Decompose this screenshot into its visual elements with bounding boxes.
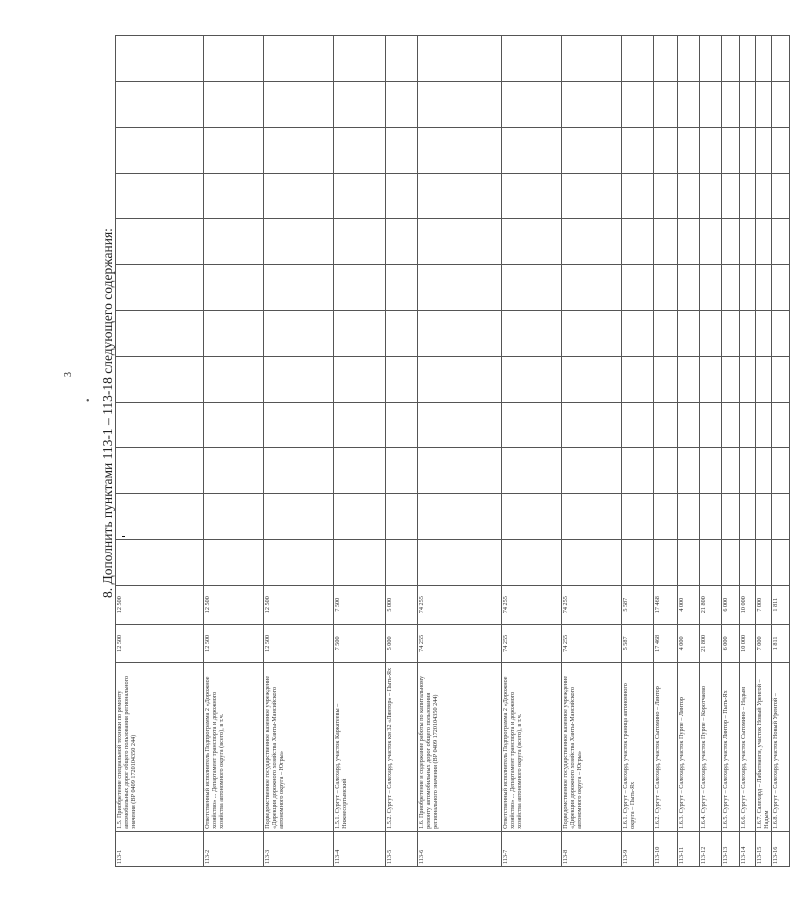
- empty-cell: [116, 356, 204, 402]
- empty-cell: [562, 219, 622, 265]
- empty-cell: [740, 494, 756, 540]
- empty-cell: [740, 540, 756, 586]
- empty-cell: [334, 173, 386, 219]
- empty-cell: [418, 402, 502, 448]
- empty-cell: [562, 448, 622, 494]
- section-heading: 8. Дополнить пунктами 113-1 – 113-18 следующего содержания:: [100, 228, 115, 598]
- empty-cell: [116, 127, 204, 173]
- empty-cell: [700, 448, 722, 494]
- empty-cell: [334, 219, 386, 265]
- empty-cell: [722, 36, 740, 82]
- empty-cell: [678, 494, 700, 540]
- table-rotation: [115, 35, 779, 867]
- empty-cell: [654, 173, 678, 219]
- row-value-2-cell: 12 500: [264, 585, 334, 624]
- bullet-mark: •: [86, 396, 90, 407]
- empty-cell: [740, 173, 756, 219]
- empty-cell: [502, 81, 562, 127]
- empty-cell: [562, 311, 622, 357]
- empty-cell: [204, 265, 264, 311]
- empty-cell: [116, 219, 204, 265]
- empty-cell: [722, 540, 740, 586]
- empty-cell: [678, 402, 700, 448]
- empty-cell: [772, 494, 790, 540]
- empty-cell: [204, 219, 264, 265]
- empty-cell: [700, 127, 722, 173]
- empty-cell: [654, 494, 678, 540]
- empty-cell: [722, 173, 740, 219]
- empty-cell: [386, 36, 418, 82]
- row-description-cell: Ответственный исполнитель Подпрограмма 2 «Дорожное хозяйство» ... Департамент транспорта и дорожного хозяйства автономного округа (всего), в т.ч.: [204, 663, 264, 832]
- row-value-1-cell: 17 468: [654, 624, 678, 663]
- empty-cell: [386, 219, 418, 265]
- row-value-1-cell: 5 000: [386, 624, 418, 663]
- empty-cell: [418, 219, 502, 265]
- empty-cell: [334, 494, 386, 540]
- table-row: [264, 36, 334, 867]
- row-description-cell: 1.6.6. Сургут – Салехард, участок Сытомино – Надым: [740, 663, 756, 832]
- empty-cell: [502, 36, 562, 82]
- empty-cell: [678, 219, 700, 265]
- row-description-cell: Подведомственное государственное казенное учреждение «Дирекция дорожного хозяйства Ханты-Мансийского автономного округа – Югры»: [264, 663, 334, 832]
- empty-cell: [204, 127, 264, 173]
- empty-cell: [700, 36, 722, 82]
- empty-cell: [700, 173, 722, 219]
- row-value-2-cell: 1 811: [772, 585, 790, 624]
- empty-cell: [502, 448, 562, 494]
- empty-cell: [678, 311, 700, 357]
- empty-cell: [386, 494, 418, 540]
- row-id-cell: 113-5: [386, 831, 418, 866]
- scan-mark: [122, 536, 125, 537]
- empty-cell: [116, 402, 204, 448]
- empty-cell: [740, 36, 756, 82]
- row-id-cell: 113-16: [772, 831, 790, 866]
- row-value-2-cell: 12 500: [204, 585, 264, 624]
- budget-table: [115, 35, 790, 867]
- empty-cell: [116, 494, 204, 540]
- empty-cell: [678, 448, 700, 494]
- empty-cell: [264, 265, 334, 311]
- empty-cell: [264, 127, 334, 173]
- empty-cell: [562, 540, 622, 586]
- empty-cell: [700, 219, 722, 265]
- empty-cell: [740, 265, 756, 311]
- empty-cell: [756, 219, 772, 265]
- empty-cell: [386, 127, 418, 173]
- empty-cell: [622, 356, 654, 402]
- empty-cell: [740, 402, 756, 448]
- row-value-1-cell: 7 000: [756, 624, 772, 663]
- empty-cell: [386, 265, 418, 311]
- empty-cell: [772, 173, 790, 219]
- empty-cell: [418, 448, 502, 494]
- row-description-cell: 1.6.2. Сургут – Салехард, участок Сытомино – Лянтор: [654, 663, 678, 832]
- empty-cell: [562, 81, 622, 127]
- row-value-1-cell: 6 000: [722, 624, 740, 663]
- empty-cell: [622, 81, 654, 127]
- row-id-cell: 113-14: [740, 831, 756, 866]
- row-value-2-cell: 4 000: [678, 585, 700, 624]
- empty-cell: [678, 356, 700, 402]
- empty-cell: [772, 356, 790, 402]
- empty-cell: [622, 402, 654, 448]
- empty-cell: [204, 356, 264, 402]
- empty-cell: [264, 402, 334, 448]
- empty-cell: [622, 311, 654, 357]
- empty-cell: [562, 173, 622, 219]
- row-description-cell: Подведомственное государственное казенное учреждение «Дирекция дорожного хозяйства Ханты-Мансийского автономного округа – Югры»: [562, 663, 622, 832]
- empty-cell: [418, 127, 502, 173]
- empty-cell: [116, 265, 204, 311]
- row-description-cell: 1.5. Приобретение специальной техники по ремонту автомобильных дорог общего пользования регионального значения (ВР 0409 1720104350 244): [116, 663, 204, 832]
- row-id-cell: 113-15: [756, 831, 772, 866]
- empty-cell: [700, 540, 722, 586]
- empty-cell: [654, 219, 678, 265]
- empty-cell: [264, 219, 334, 265]
- empty-cell: [740, 356, 756, 402]
- empty-cell: [772, 402, 790, 448]
- row-value-1-cell: 74 255: [562, 624, 622, 663]
- row-value-1-cell: 12 500: [116, 624, 204, 663]
- row-value-2-cell: 5 587: [622, 585, 654, 624]
- row-value-2-cell: 17 468: [654, 585, 678, 624]
- empty-cell: [204, 173, 264, 219]
- empty-cell: [204, 540, 264, 586]
- empty-cell: [204, 402, 264, 448]
- empty-cell: [678, 127, 700, 173]
- empty-cell: [756, 81, 772, 127]
- empty-cell: [678, 36, 700, 82]
- row-value-2-cell: 10 000: [740, 585, 756, 624]
- empty-cell: [756, 494, 772, 540]
- empty-cell: [772, 219, 790, 265]
- empty-cell: [334, 81, 386, 127]
- row-id-cell: 113-1: [116, 831, 204, 866]
- table-row: [740, 36, 756, 867]
- empty-cell: [502, 402, 562, 448]
- empty-cell: [740, 81, 756, 127]
- empty-cell: [502, 265, 562, 311]
- empty-cell: [418, 494, 502, 540]
- page-number: 3: [63, 372, 74, 377]
- empty-cell: [756, 127, 772, 173]
- row-id-cell: 113-11: [678, 831, 700, 866]
- empty-cell: [562, 36, 622, 82]
- row-description-cell: 1.6.3. Сургут – Салехард, участок Пурпе – Лянтор: [678, 663, 700, 832]
- empty-cell: [264, 356, 334, 402]
- empty-cell: [700, 402, 722, 448]
- row-value-2-cell: 21 800: [700, 585, 722, 624]
- empty-cell: [418, 173, 502, 219]
- empty-cell: [678, 540, 700, 586]
- empty-cell: [678, 265, 700, 311]
- empty-cell: [334, 127, 386, 173]
- empty-cell: [334, 311, 386, 357]
- empty-cell: [756, 448, 772, 494]
- empty-cell: [502, 127, 562, 173]
- empty-cell: [756, 265, 772, 311]
- empty-cell: [334, 540, 386, 586]
- empty-cell: [264, 540, 334, 586]
- empty-cell: [678, 173, 700, 219]
- empty-cell: [654, 540, 678, 586]
- empty-cell: [264, 494, 334, 540]
- empty-cell: [722, 448, 740, 494]
- empty-cell: [386, 311, 418, 357]
- empty-cell: [386, 448, 418, 494]
- empty-cell: [116, 36, 204, 82]
- empty-cell: [700, 265, 722, 311]
- empty-cell: [502, 219, 562, 265]
- empty-cell: [418, 356, 502, 402]
- table-row: [772, 36, 790, 867]
- empty-cell: [722, 127, 740, 173]
- empty-cell: [264, 448, 334, 494]
- table-row: [204, 36, 264, 867]
- row-id-cell: 113-4: [334, 831, 386, 866]
- empty-cell: [654, 356, 678, 402]
- table-row: [418, 36, 502, 867]
- empty-cell: [722, 311, 740, 357]
- empty-cell: [654, 127, 678, 173]
- empty-cell: [502, 356, 562, 402]
- empty-cell: [700, 494, 722, 540]
- empty-cell: [204, 448, 264, 494]
- empty-cell: [722, 265, 740, 311]
- empty-cell: [740, 219, 756, 265]
- row-value-1-cell: 12 500: [204, 624, 264, 663]
- empty-cell: [622, 127, 654, 173]
- table-row: [116, 36, 204, 867]
- empty-cell: [772, 448, 790, 494]
- row-id-cell: 113-7: [502, 831, 562, 866]
- empty-cell: [756, 36, 772, 82]
- empty-cell: [418, 265, 502, 311]
- empty-cell: [562, 127, 622, 173]
- row-id-cell: 113-6: [418, 831, 502, 866]
- empty-cell: [116, 448, 204, 494]
- row-id-cell: 113-3: [264, 831, 334, 866]
- row-value-1-cell: 74 255: [502, 624, 562, 663]
- empty-cell: [740, 448, 756, 494]
- empty-cell: [654, 36, 678, 82]
- empty-cell: [740, 311, 756, 357]
- empty-cell: [334, 402, 386, 448]
- empty-cell: [654, 448, 678, 494]
- row-value-1-cell: 5 587: [622, 624, 654, 663]
- empty-cell: [204, 311, 264, 357]
- row-value-1-cell: 10 000: [740, 624, 756, 663]
- empty-cell: [756, 540, 772, 586]
- table-row: [722, 36, 740, 867]
- empty-cell: [722, 219, 740, 265]
- row-description-cell: 1.6.5. Сургут – Салехард, участок Лянтор – Пыть-Ях: [722, 663, 740, 832]
- empty-cell: [772, 311, 790, 357]
- table-row: [562, 36, 622, 867]
- row-description-cell: 1.6. Приобретение и содержание работы по капитальному ремонту автомобильных дорог общего пользования регионального значения (ВР 0409 1720104350 244): [418, 663, 502, 832]
- empty-cell: [116, 173, 204, 219]
- empty-cell: [334, 265, 386, 311]
- row-value-1-cell: 21 800: [700, 624, 722, 663]
- table-row: [502, 36, 562, 867]
- empty-cell: [622, 540, 654, 586]
- empty-cell: [334, 356, 386, 402]
- row-value-2-cell: 74 255: [418, 585, 502, 624]
- empty-cell: [654, 265, 678, 311]
- table-row: [654, 36, 678, 867]
- empty-cell: [204, 494, 264, 540]
- empty-cell: [722, 494, 740, 540]
- empty-cell: [622, 173, 654, 219]
- empty-cell: [756, 173, 772, 219]
- empty-cell: [116, 540, 204, 586]
- empty-cell: [622, 494, 654, 540]
- empty-cell: [722, 402, 740, 448]
- empty-cell: [418, 36, 502, 82]
- row-id-cell: 113-8: [562, 831, 622, 866]
- empty-cell: [678, 81, 700, 127]
- row-value-2-cell: 7 000: [756, 585, 772, 624]
- empty-cell: [264, 81, 334, 127]
- empty-cell: [502, 540, 562, 586]
- empty-cell: [654, 402, 678, 448]
- row-value-2-cell: 7 500: [334, 585, 386, 624]
- empty-cell: [700, 356, 722, 402]
- row-description-cell: 1.6.7. Салехард – Лабытнанги, участок Новый Уренгой – Надым: [756, 663, 772, 832]
- empty-cell: [386, 356, 418, 402]
- empty-cell: [654, 81, 678, 127]
- empty-cell: [418, 540, 502, 586]
- row-value-1-cell: 1 811: [772, 624, 790, 663]
- empty-cell: [386, 402, 418, 448]
- empty-cell: [386, 81, 418, 127]
- empty-cell: [756, 311, 772, 357]
- row-id-cell: 113-12: [700, 831, 722, 866]
- empty-cell: [756, 402, 772, 448]
- table-row: [334, 36, 386, 867]
- row-description-cell: 1.6.8. Сургут – Салехард, участок Новый Уренгой –: [772, 663, 790, 832]
- row-description-cell: 1.6.1. Сургут – Салехард, участок граница автономного округа – Пыть-Ях: [622, 663, 654, 832]
- row-description-cell: 1.6.4. Сургут – Салехард, участок Пурпе – Коротчаево: [700, 663, 722, 832]
- empty-cell: [772, 540, 790, 586]
- empty-cell: [502, 494, 562, 540]
- row-value-1-cell: 4 000: [678, 624, 700, 663]
- empty-cell: [722, 81, 740, 127]
- empty-cell: [622, 448, 654, 494]
- row-value-1-cell: 74 255: [418, 624, 502, 663]
- empty-cell: [502, 311, 562, 357]
- empty-cell: [622, 265, 654, 311]
- empty-cell: [562, 265, 622, 311]
- row-value-2-cell: 74 255: [562, 585, 622, 624]
- row-value-1-cell: 7 500: [334, 624, 386, 663]
- empty-cell: [654, 311, 678, 357]
- empty-cell: [622, 219, 654, 265]
- row-value-2-cell: 74 255: [502, 585, 562, 624]
- empty-cell: [722, 356, 740, 402]
- row-id-cell: 113-13: [722, 831, 740, 866]
- row-description-cell: Ответственный исполнитель Подпрограмма 2 «Дорожное хозяйство» ... Департамент транспорта и дорожного хозяйства автономного округа (всего), в т.ч.: [502, 663, 562, 832]
- row-value-2-cell: 12 500: [116, 585, 204, 624]
- empty-cell: [264, 311, 334, 357]
- empty-cell: [204, 81, 264, 127]
- empty-cell: [334, 36, 386, 82]
- row-id-cell: 113-9: [622, 831, 654, 866]
- empty-cell: [116, 81, 204, 127]
- empty-cell: [740, 127, 756, 173]
- empty-cell: [502, 173, 562, 219]
- row-description-cell: 1.5.1. Сургут – Салехард, участок Каркатеевы – Нижнесортымский: [334, 663, 386, 832]
- empty-cell: [264, 173, 334, 219]
- empty-cell: [562, 402, 622, 448]
- empty-cell: [772, 127, 790, 173]
- empty-cell: [562, 494, 622, 540]
- table-row: [386, 36, 418, 867]
- row-description-cell: 1.5.2. Сургут – Салехард, участок км 32 «Лянтор» – Пыть-Ях: [386, 663, 418, 832]
- empty-cell: [418, 311, 502, 357]
- row-value-1-cell: 12 500: [264, 624, 334, 663]
- empty-cell: [772, 36, 790, 82]
- empty-cell: [386, 173, 418, 219]
- empty-cell: [772, 81, 790, 127]
- empty-cell: [386, 540, 418, 586]
- empty-cell: [562, 356, 622, 402]
- empty-cell: [622, 36, 654, 82]
- empty-cell: [418, 81, 502, 127]
- row-id-cell: 113-2: [204, 831, 264, 866]
- empty-cell: [204, 36, 264, 82]
- empty-cell: [264, 36, 334, 82]
- table-row: [678, 36, 700, 867]
- empty-cell: [700, 311, 722, 357]
- row-id-cell: 113-10: [654, 831, 678, 866]
- empty-cell: [756, 356, 772, 402]
- table-row: [756, 36, 772, 867]
- table-row: [622, 36, 654, 867]
- row-value-2-cell: 5 000: [386, 585, 418, 624]
- row-value-2-cell: 6 000: [722, 585, 740, 624]
- table-row: [700, 36, 722, 867]
- empty-cell: [116, 311, 204, 357]
- empty-cell: [700, 81, 722, 127]
- empty-cell: [772, 265, 790, 311]
- empty-cell: [334, 448, 386, 494]
